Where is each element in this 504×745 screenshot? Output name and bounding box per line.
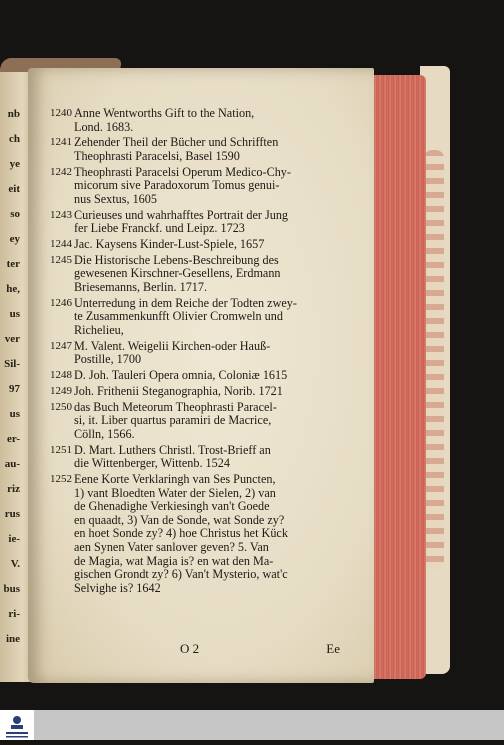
catalog-entry [50,444,372,471]
entry-number: 1249 [50,384,72,397]
entry-line: de Ghenadighe Verkiesingh van't Goede [74,500,270,514]
entry-text [74,401,372,442]
entry-line: Die Historische Lebens-Beschreibung des [74,253,279,267]
entry-text [74,369,372,383]
entry-number: 1250 [50,400,72,413]
entry-line: Selvighe is? 1642 [74,581,161,595]
entry-line: si, it. Liber quartus paramiri de Macrice, [74,414,272,428]
red-page-edges [372,75,426,679]
left-page-fragment: ri- [8,608,20,620]
catalog-entry [50,107,372,134]
entry-line: Unterredung in dem Reiche der Todten zwey- [74,296,297,310]
entry-line: Cölln, 1566. [74,427,135,441]
left-page-fragment: eit [8,183,20,195]
signature-mark: O 2 [180,641,200,656]
entry-line: gischen Grondt zy? 6) Van't Mysterio, wat'c [74,568,288,582]
left-page-fragment: us [9,308,20,320]
entry-number: 1241 [50,136,72,149]
entry-line: Anne Wentworths Gift to the Nation, [74,107,255,120]
left-page-fragment: ie- [8,533,20,545]
cover-ornament [424,150,444,570]
entry-text [74,297,372,338]
entry-text [74,444,372,471]
left-page-fragment: ver [4,333,20,345]
entry-number: 1243 [50,208,72,221]
catalog-entry [50,297,372,338]
entry-line: Theophrasti Paracelsi Operum Medico-Chy- [74,165,291,179]
entry-line: D. Joh. Tauleri Opera omnia, Coloniæ 1615 [74,369,288,383]
left-page-fragment: us [9,408,20,420]
entry-line: Richelieu, [74,324,124,338]
entry-line: micorum sive Paradoxorum Tomus genui- [74,179,280,193]
entry-line: das Buch Meteorum Theophrasti Paracel- [74,400,277,414]
library-logo[interactable] [0,710,34,740]
entry-number: 1251 [50,443,72,456]
left-page-fragment: 97 [9,383,20,395]
library-logo-icon [0,710,34,740]
entry-text [74,238,372,252]
left-page-fragment: au- [4,458,20,470]
entry-number: 1247 [50,339,72,352]
entry-number: 1246 [50,296,72,309]
left-page-fragment: rus [4,508,20,520]
catalog-entry [50,473,372,595]
entry-line: M. Valent. Weigelii Kirchen-oder Hauß- [74,339,271,353]
left-page-fragment: ye [9,158,20,170]
viewer-bottom-bar [0,710,504,740]
catalog-entry [50,238,372,252]
entry-text [74,340,372,367]
left-page-fragment: ey [9,233,20,245]
entry-text [74,107,372,134]
left-page-fragment: Sil- [4,358,20,370]
entry-text [74,473,372,595]
entry-line: die Wittenberger, Wittenb. 1524 [74,457,230,471]
entry-number: 1242 [50,165,72,178]
left-page-fragment: bus [3,583,20,595]
left-page-fragment: er- [6,433,20,445]
catalog-entry [50,209,372,236]
entry-line: Eene Korte Verklaringh van Ses Puncten, [74,473,276,487]
entry-line: Lond. 1683. [74,120,134,134]
entry-line: Joh. Frithenii Steganographia, Norib. 1721 [74,384,283,398]
entry-line: Curieuses und wahrhafftes Portrait der Jung [74,208,289,222]
catalog-entry [50,369,372,383]
entry-line: Briesemanns, Berlin. 1717. [74,281,208,295]
catalog-entry [50,254,372,295]
left-page-fragment: riz [7,483,20,495]
entry-line: Jac. Kaysens Kinder-Lust-Spiele, 1657 [74,238,265,252]
left-page-fragment: so [10,208,20,220]
left-page-fragment: ter [6,258,20,270]
entry-line: nus Sextus, 1605 [74,192,157,206]
entry-line: Theophrasti Paracelsi, Basel 1590 [74,149,240,163]
catchword: Ee [326,641,340,656]
left-page-fragment: nb [7,108,20,120]
entry-line: gewesenen Kirschner-Gesellens, Erdmann [74,267,281,281]
entry-text [74,136,372,163]
entry-line: en quaadt, 3) Van de Sonde, wat Sonde zy? [74,513,285,527]
left-page-fragment: ine [5,633,20,645]
catalog-entry [50,136,372,163]
entry-line: Zehender Theil der Bücher und Schrifften [74,136,279,150]
left-page-fragment: ch [9,133,20,145]
left-page-fragment: V. [10,558,20,570]
entry-line: aen Synen Vater sanlover geven? 5. Van [74,541,269,555]
entry-line: Postille, 1700 [74,353,142,367]
catalog-entry [50,385,372,399]
page-footer [180,641,340,657]
entry-number: 1244 [50,238,72,251]
catalog-entries [50,107,372,598]
entry-text [74,209,372,236]
catalog-entry [50,340,372,367]
entry-text [74,254,372,295]
entry-line: D. Mart. Luthers Christl. Trost-Brieff an [74,443,271,457]
entry-line: 1) vant Bloedten Water der Sielen, 2) van [74,486,276,500]
entry-line: de Magia, wat Magia is? en wat den Ma- [74,554,274,568]
entry-number: 1240 [50,107,72,119]
entry-text [74,385,372,399]
entry-line: fer Liebe Franckf. und Leipz. 1723 [74,222,245,236]
entry-line: en hoet Sonde zy? 4) hoe Christus het Kück [74,527,288,541]
catalog-entry [50,401,372,442]
entry-text [74,166,372,207]
catalog-entry [50,166,372,207]
entry-number: 1248 [50,369,72,382]
entry-number: 1245 [50,253,72,266]
entry-number: 1252 [50,473,72,486]
left-page-fragment: he, [6,283,20,295]
entry-line: te Zusammenkunfft Olivier Cromweln und [74,310,283,324]
